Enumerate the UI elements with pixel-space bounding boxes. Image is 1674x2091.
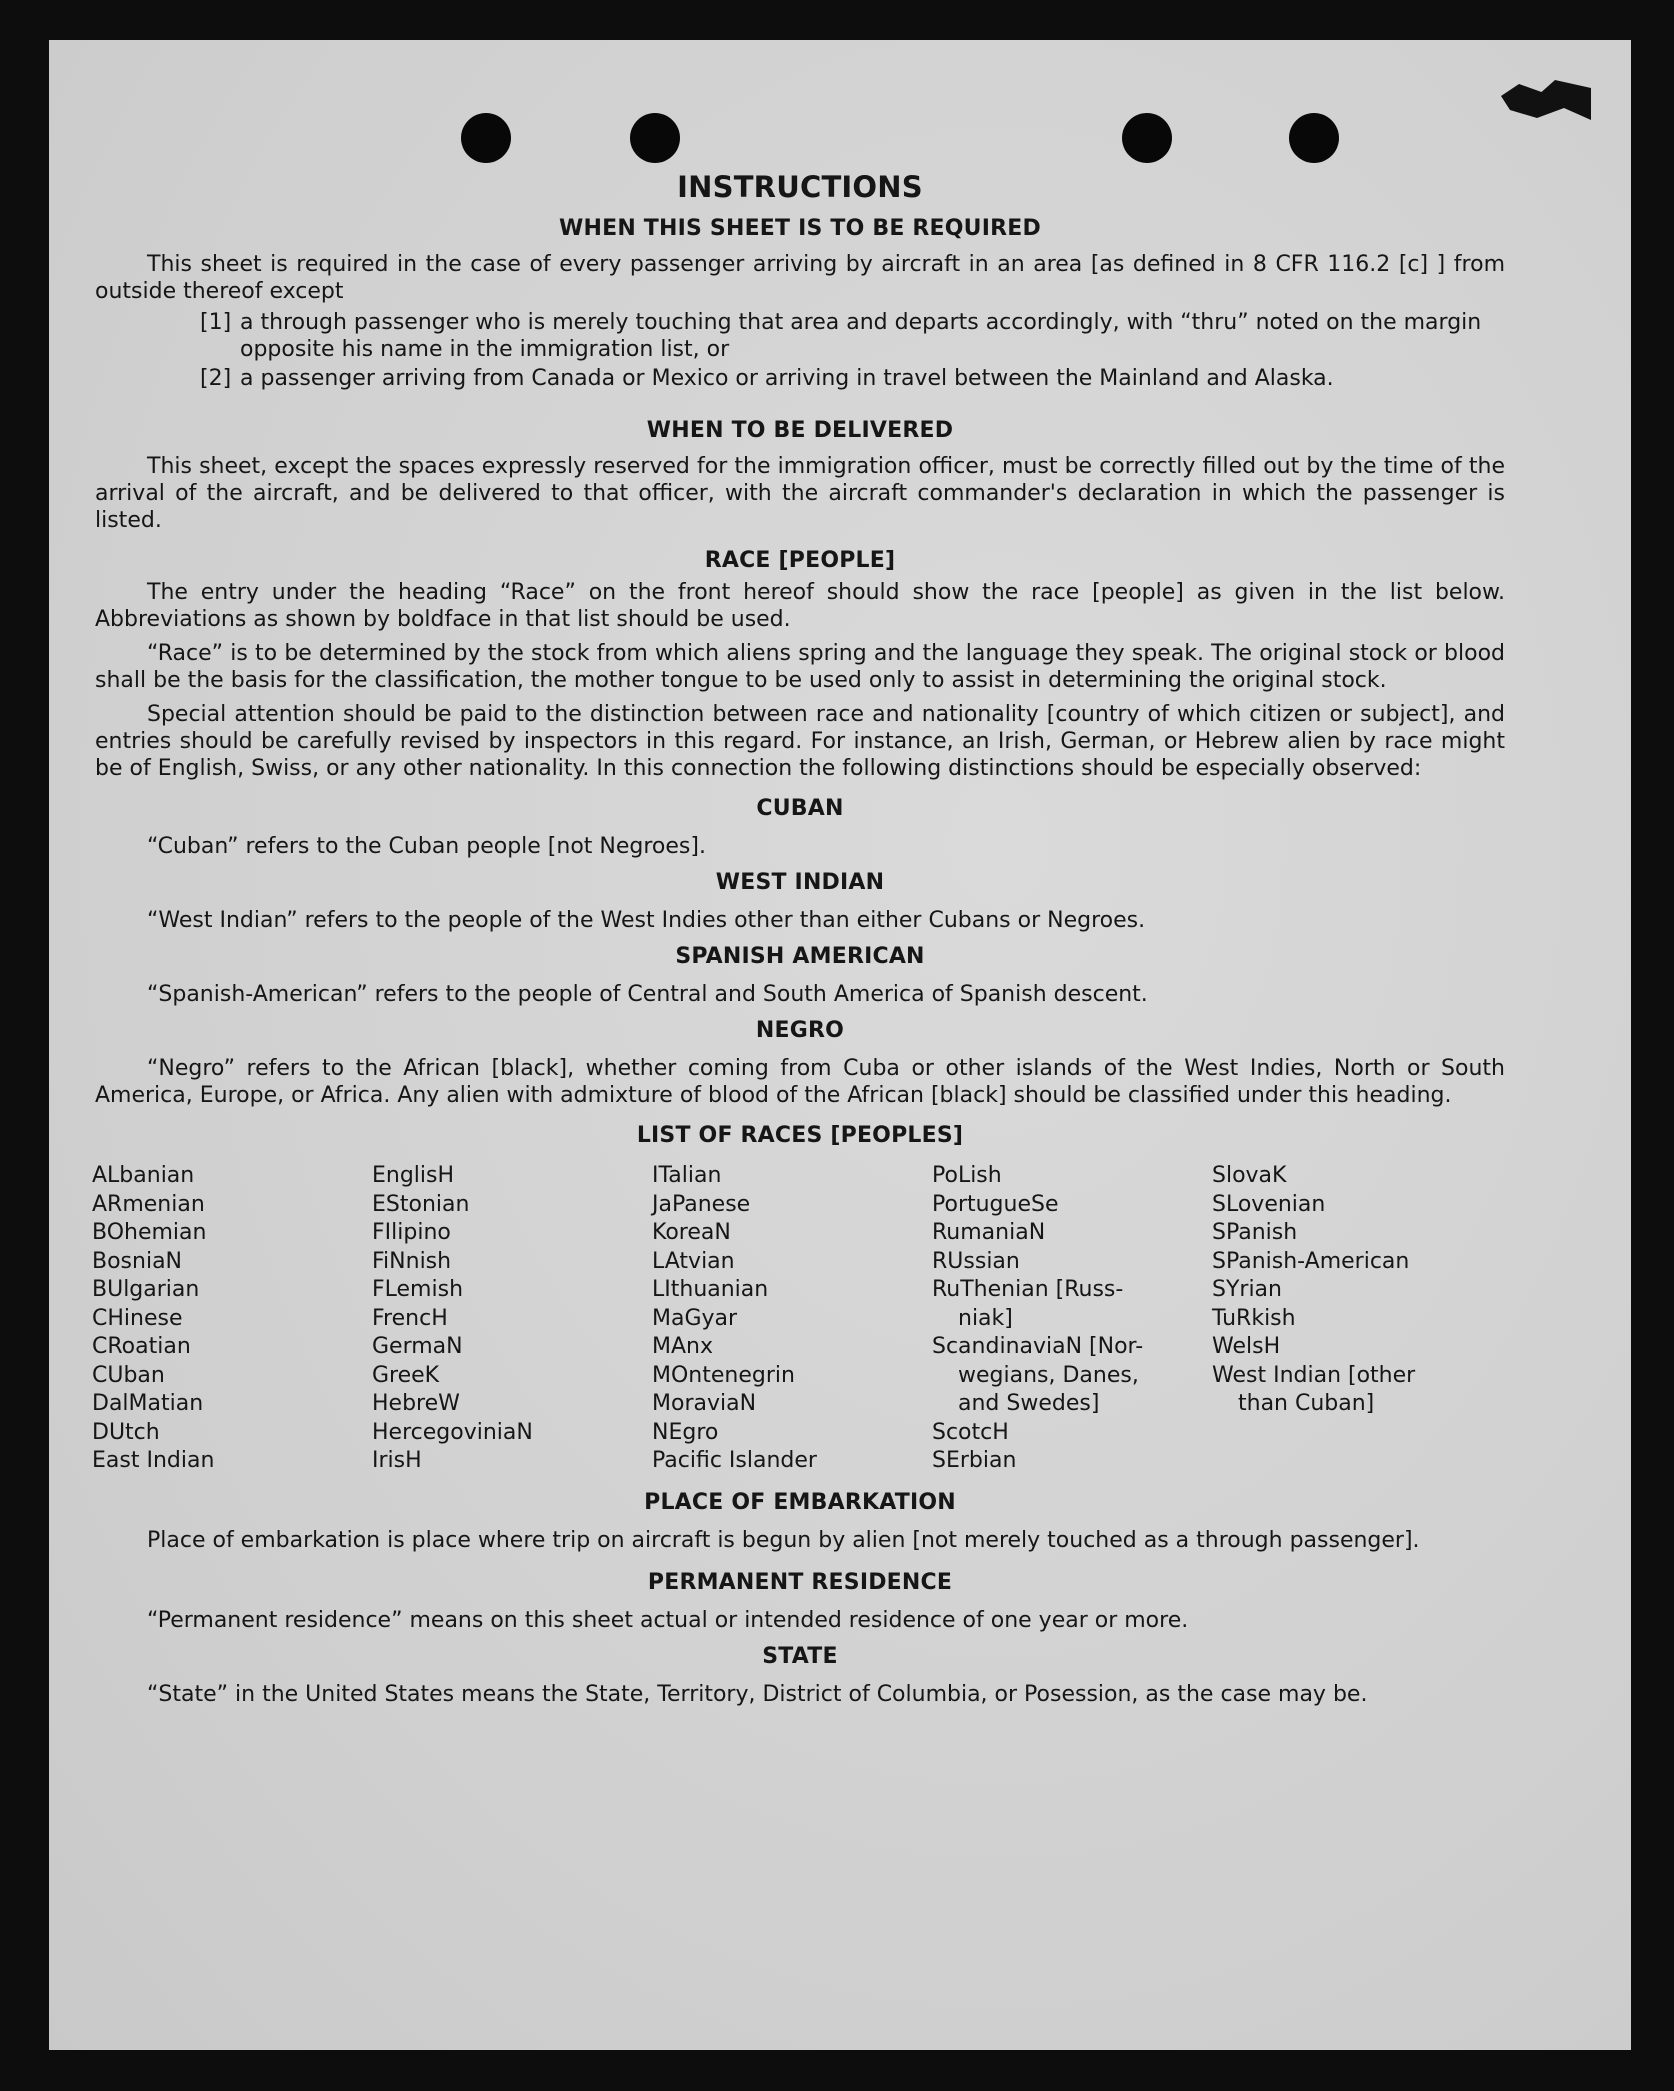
race-item: RumaniaN xyxy=(932,1220,1046,1245)
race-item: RuThenian [Russ- xyxy=(932,1277,1124,1302)
race-item: DalMatian xyxy=(92,1391,204,1416)
race-item: wegians, Danes, xyxy=(958,1362,1139,1388)
race-item: ARmenian xyxy=(92,1191,205,1217)
race-item: FLemish xyxy=(372,1277,464,1302)
race-item: DUtch xyxy=(92,1419,160,1445)
race-item: SPanish xyxy=(1212,1220,1298,1245)
races-column xyxy=(932,1162,1212,1476)
exception-item: [1] a through passenger who is merely touching that area and departs accordingly, with “thru” noted on the margin opposite his name in the immigration list, or xyxy=(200,310,1482,362)
race-item: KoreaN xyxy=(652,1220,731,1245)
race-item: MoraviaN xyxy=(652,1391,757,1416)
race-item: Pacific Islander xyxy=(652,1448,817,1473)
race-item: SLovenian xyxy=(1212,1191,1326,1217)
exception-item: [2] a passenger arriving from Canada or Mexico or arriving in travel between the Mainland and Alaska. xyxy=(200,366,1334,391)
punch-hole xyxy=(461,113,511,163)
section-heading: WHEN THIS SHEET IS TO BE REQUIRED xyxy=(559,216,1041,241)
section-heading: WHEN TO BE DELIVERED xyxy=(646,418,954,443)
section-heading: RACE [PEOPLE] xyxy=(704,548,896,573)
race-item: ITalian xyxy=(652,1163,722,1188)
races-column xyxy=(372,1162,652,1476)
cuban-paragraph: “Cuban” refers to the Cuban people [not Negroes]. xyxy=(147,834,706,859)
race-item: TuRkish xyxy=(1212,1305,1296,1331)
race-item: ScandinaviaN [Nor- xyxy=(932,1334,1144,1359)
race-item: ScotcH xyxy=(932,1419,1009,1445)
section-heading: SPANISH AMERICAN xyxy=(675,944,925,969)
section-heading: CUBAN xyxy=(756,796,844,821)
race-paragraph: The entry under the heading “Race” on the front hereof should show the race [people] as given in the list below. Abbreviations as shown by boldface in that list should be used. xyxy=(95,580,1505,632)
race-item: MaGyar xyxy=(652,1305,738,1331)
race-item: JaPanese xyxy=(652,1191,751,1217)
race-item: LAtvian xyxy=(652,1248,735,1274)
race-item: GermaN xyxy=(372,1334,463,1359)
race-item: FrencH xyxy=(372,1305,448,1331)
required-paragraph: This sheet is required in the case of every passenger arriving by aircraft in an area [as defined in 8 CFR 116.2 [c] ] from outside thereof except xyxy=(95,252,1505,304)
race-item: GreeK xyxy=(372,1362,440,1388)
race-item: IrisH xyxy=(372,1448,422,1473)
torn-corner xyxy=(1501,80,1591,120)
race-item: HebreW xyxy=(372,1391,460,1416)
race-item: PortugueSe xyxy=(932,1191,1059,1217)
punch-hole xyxy=(1289,113,1339,163)
race-item: BosniaN xyxy=(92,1248,183,1274)
race-item: ALbanian xyxy=(92,1163,195,1188)
spanish-american-paragraph: “Spanish-American” refers to the people of Central and South America of Spanish descent. xyxy=(147,982,1148,1007)
race-item: SErbian xyxy=(932,1448,1017,1473)
section-heading: PLACE OF EMBARKATION xyxy=(644,1489,956,1515)
delivered-paragraph: This sheet, except the spaces expressly reserved for the immigration officer, must be correctly filled out by the time of the arrival of the aircraft, and be delivered to that officer, with the aircraft commander's declaration in which the passenger is listed. xyxy=(95,454,1505,533)
race-item: than Cuban] xyxy=(1238,1391,1375,1416)
race-item: MAnx xyxy=(652,1334,713,1359)
section-heading: NEGRO xyxy=(755,1018,845,1043)
race-item: EStonian xyxy=(372,1191,470,1217)
race-item: BUlgarian xyxy=(92,1277,200,1302)
races-column xyxy=(92,1162,372,1476)
punch-hole xyxy=(1122,113,1172,163)
race-item: LIthuanian xyxy=(652,1277,769,1302)
race-item: and Swedes] xyxy=(958,1391,1100,1416)
race-item: NEgro xyxy=(652,1419,719,1445)
race-item: FIlipino xyxy=(372,1220,451,1245)
race-item: RUssian xyxy=(932,1248,1020,1274)
race-item: SPanish-American xyxy=(1212,1248,1410,1274)
races-list xyxy=(92,1162,1505,1476)
negro-paragraph: “Negro” refers to the African [black], whether coming from Cuba or other islands of the West Indies, North or South America, Europe, or Africa. Any alien with admixture of blood of the African [black] should be classified under this heading. xyxy=(95,1056,1505,1108)
race-item: HercegoviniaN xyxy=(372,1419,533,1445)
race-item: CUban xyxy=(92,1362,165,1388)
race-paragraph: “Race” is to be determined by the stock from which aliens spring and the language they speak. The original stock or blood shall be the basis for the classification, the mother tongue to be used only to assist in determining the original stock. xyxy=(95,641,1505,693)
race-item: BOhemian xyxy=(92,1220,207,1245)
races-column xyxy=(652,1162,932,1476)
state-paragraph: “State” in the United States means the State, Territory, District of Columbia, or Posession, as the case may be. xyxy=(147,1681,1368,1707)
section-heading: STATE xyxy=(762,1643,838,1669)
residence-paragraph: “Permanent residence” means on this sheet actual or intended residence of one year or more. xyxy=(147,1607,1189,1633)
race-item: EnglisH xyxy=(372,1163,455,1188)
race-item: SYrian xyxy=(1212,1277,1282,1302)
embarkation-paragraph: Place of embarkation is place where trip on aircraft is begun by alien [not merely touched as a through passenger]. xyxy=(147,1527,1420,1553)
race-paragraph: Special attention should be paid to the distinction between race and nationality [country of which citizen or subject], and entries should be carefully revised by inspectors in this regard. For instance, an Irish, German, or Hebrew alien by race might be of English, Swiss, or any other nationality. In this connection the following distinctions should be especially observed: xyxy=(95,702,1505,781)
section-heading: PERMANENT RESIDENCE xyxy=(647,1569,953,1595)
race-item: CHinese xyxy=(92,1305,183,1331)
race-item: East Indian xyxy=(92,1448,215,1473)
race-item: PoLish xyxy=(932,1163,1002,1188)
races-column xyxy=(1212,1162,1492,1476)
race-item: WelsH xyxy=(1212,1334,1281,1359)
race-item: niak] xyxy=(958,1305,1013,1331)
race-item: CRoatian xyxy=(92,1334,191,1359)
page-title: INSTRUCTIONS xyxy=(677,170,923,204)
race-item: FiNnish xyxy=(372,1248,452,1274)
punch-hole xyxy=(630,113,680,163)
race-item: West Indian [other xyxy=(1212,1362,1416,1388)
section-heading: WEST INDIAN xyxy=(715,870,885,895)
instructions-content xyxy=(92,170,1505,1708)
section-heading: LIST OF RACES [PEOPLES] xyxy=(636,1123,964,1148)
race-item: MOntenegrin xyxy=(652,1362,795,1388)
west-indian-paragraph: “West Indian” refers to the people of the West Indies other than either Cubans or Negroes. xyxy=(147,908,1146,933)
race-item: SlovaK xyxy=(1212,1163,1287,1188)
